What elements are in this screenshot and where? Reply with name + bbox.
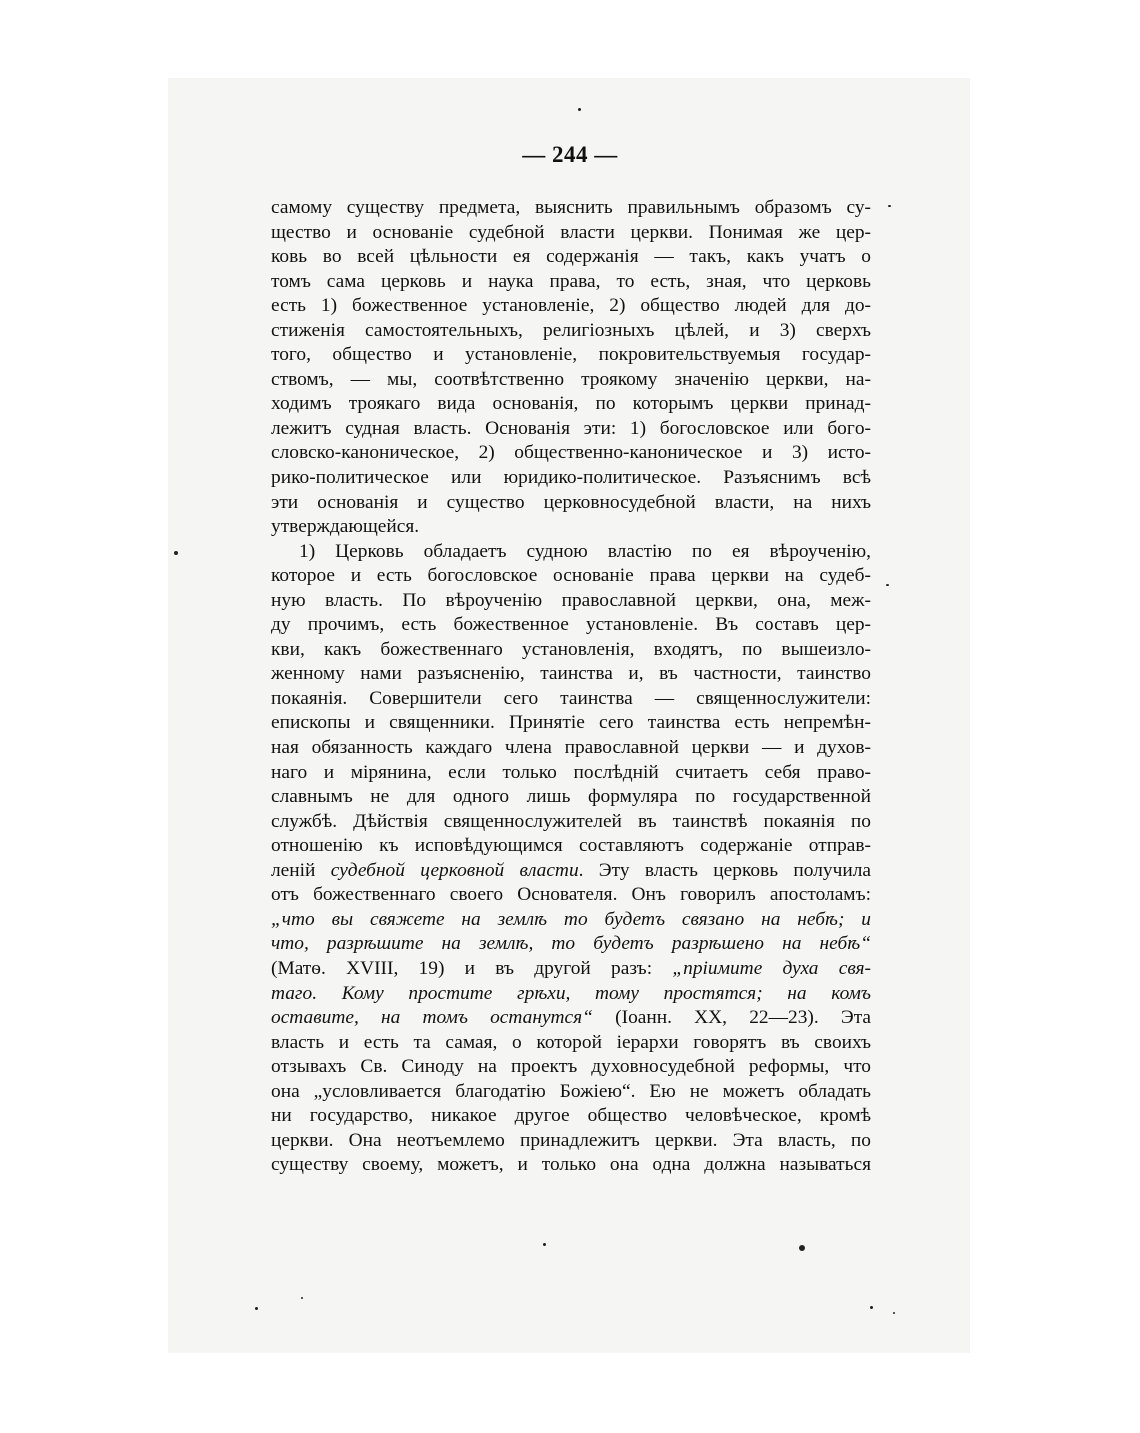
text-segment: (Матѳ. XVIII, 19) и въ другой разъ:: [271, 957, 653, 979]
italic-phrase: оставите, на томъ останутся“: [271, 1007, 593, 1029]
scan-speck: [578, 108, 581, 111]
text-line: она „условливается благодатію Божіею“. Ею не можетъ обладать: [271, 1080, 871, 1102]
text-line: словско-каноническое, 2) общественно-каноническое и 3) исто-: [271, 442, 871, 464]
text-segment: леній: [271, 859, 316, 881]
text-line: таго. Кому простите грѣхи, тому простятся; на комъ: [271, 982, 871, 1004]
text-line: лежитъ судная власть. Основанія эти: 1) богословское или богo-: [271, 417, 871, 439]
text-line: женному нами разъясненію, таинства и, въ частности, таинство: [271, 663, 871, 685]
text-line: того, общество и установленіе, покровительствуемыя государ-: [271, 344, 871, 366]
text-line: власть и есть та самая, о которой іерархи говорятъ въ своихъ: [271, 1031, 871, 1053]
text-line: томъ сама церковь и наука права, то есть, зная, что церковь: [271, 270, 871, 292]
text-line: епископы и священники. Принятіе сего таинства есть непремѣн-: [271, 712, 871, 734]
text-line: [271, 957, 871, 982]
text-line: стиженія самостоятельныхъ, религіозныхъ цѣлей, и 3) сверхъ: [271, 319, 871, 341]
text-line: славнымъ не для одного лишь формуляра по государственной: [271, 786, 871, 808]
text-segment: (Іоанн. XX, 22—23). Эта: [615, 1007, 872, 1029]
scan-speck: [886, 584, 889, 586]
text-line: 1) Церковь обладаетъ судною властію по ея вѣроученію,: [299, 540, 871, 562]
text-line: службѣ. Дѣйствія священнослужителей въ таинствѣ покаянія по: [271, 810, 871, 832]
text-line: отъ божественнаго своего Основателя. Онъ говорилъ апостоламъ:: [271, 884, 871, 906]
text-line: [271, 1006, 871, 1031]
scan-speck: [870, 1306, 873, 1309]
scan-speck: [893, 1312, 895, 1314]
text-line: самому существу предмета, выяснить правильнымъ образомъ су-: [271, 197, 871, 218]
text-line: „что вы свяжете на землѣ то будетъ связано на небѣ; и: [271, 908, 871, 930]
text-line: что, разрѣшите на землѣ, то будетъ разрѣшено на небѣ“: [271, 933, 871, 955]
text-line: кви, какъ божественнаго установленія, входятъ, по вышеизло-: [271, 638, 871, 660]
text-segment: . Эту власть церковь получила: [578, 859, 872, 881]
text-line: отношенію къ исповѣдующимся составляютъ содержаніе отправ-: [271, 835, 871, 857]
text-line: утверждающейся.: [271, 516, 420, 538]
scan-speck: [799, 1245, 805, 1251]
text-line: есть 1) божественное установленіе, 2) общество людей для до-: [271, 295, 871, 317]
italic-phrase: судебной церковной власти: [330, 859, 579, 881]
text-line: наго и мірянина, если только послѣдній считаетъ себя право-: [271, 761, 871, 783]
text-line: церкви. Она неотъемлемо принадлежитъ церкви. Эта власть, по: [271, 1129, 871, 1151]
text-line: ни государство, никакое другое общество человѣческое, кромѣ: [271, 1105, 871, 1127]
scan-speck: [543, 1243, 546, 1246]
text-line: ную власть. По вѣроученію православной церкви, она, меж-: [271, 589, 871, 611]
text-line: которое и есть богословское основаніе права церкви на судеб-: [271, 565, 871, 587]
body-text: [271, 196, 871, 1178]
scan-speck: [301, 1297, 303, 1299]
scan-speck: [174, 551, 178, 555]
text-line: щество и основаніе судебной власти церкви. Понимая же цер-: [271, 221, 871, 243]
text-line: существу своему, можетъ, и только она одна должна называться: [271, 1154, 871, 1176]
text-line: отзывахъ Св. Синоду на проектъ духовносудебной реформы, что: [271, 1056, 871, 1078]
italic-phrase: „пріимите духа свя-: [672, 957, 871, 979]
scan-speck: [888, 205, 891, 207]
text-line: рико-политическое или юридико-политическое. Разъяснимъ всѣ: [271, 467, 871, 489]
text-line: ду прочимъ, есть божественное установленіе. Въ составъ цер-: [271, 614, 871, 636]
text-line: ная обязанность каждаго члена православной церкви — и духов-: [271, 737, 871, 759]
text-line: ствомъ, — мы, соотвѣтственно троякому значенію церкви, на-: [271, 368, 871, 390]
text-line: эти основанія и существо церковносудебной власти, на нихъ: [271, 491, 871, 513]
text-line: покаянія. Совершители сего таинства — священнослужители:: [271, 687, 871, 709]
text-line: ходимъ троякаго вида основанія, по которымъ церкви принад-: [271, 393, 871, 415]
page-number: — 244 —: [522, 142, 618, 167]
text-line: ковь во всей цѣльности ея содержанія — такъ, какъ учатъ о: [271, 246, 871, 268]
text-line: [271, 859, 871, 884]
scan-speck: [255, 1307, 258, 1310]
